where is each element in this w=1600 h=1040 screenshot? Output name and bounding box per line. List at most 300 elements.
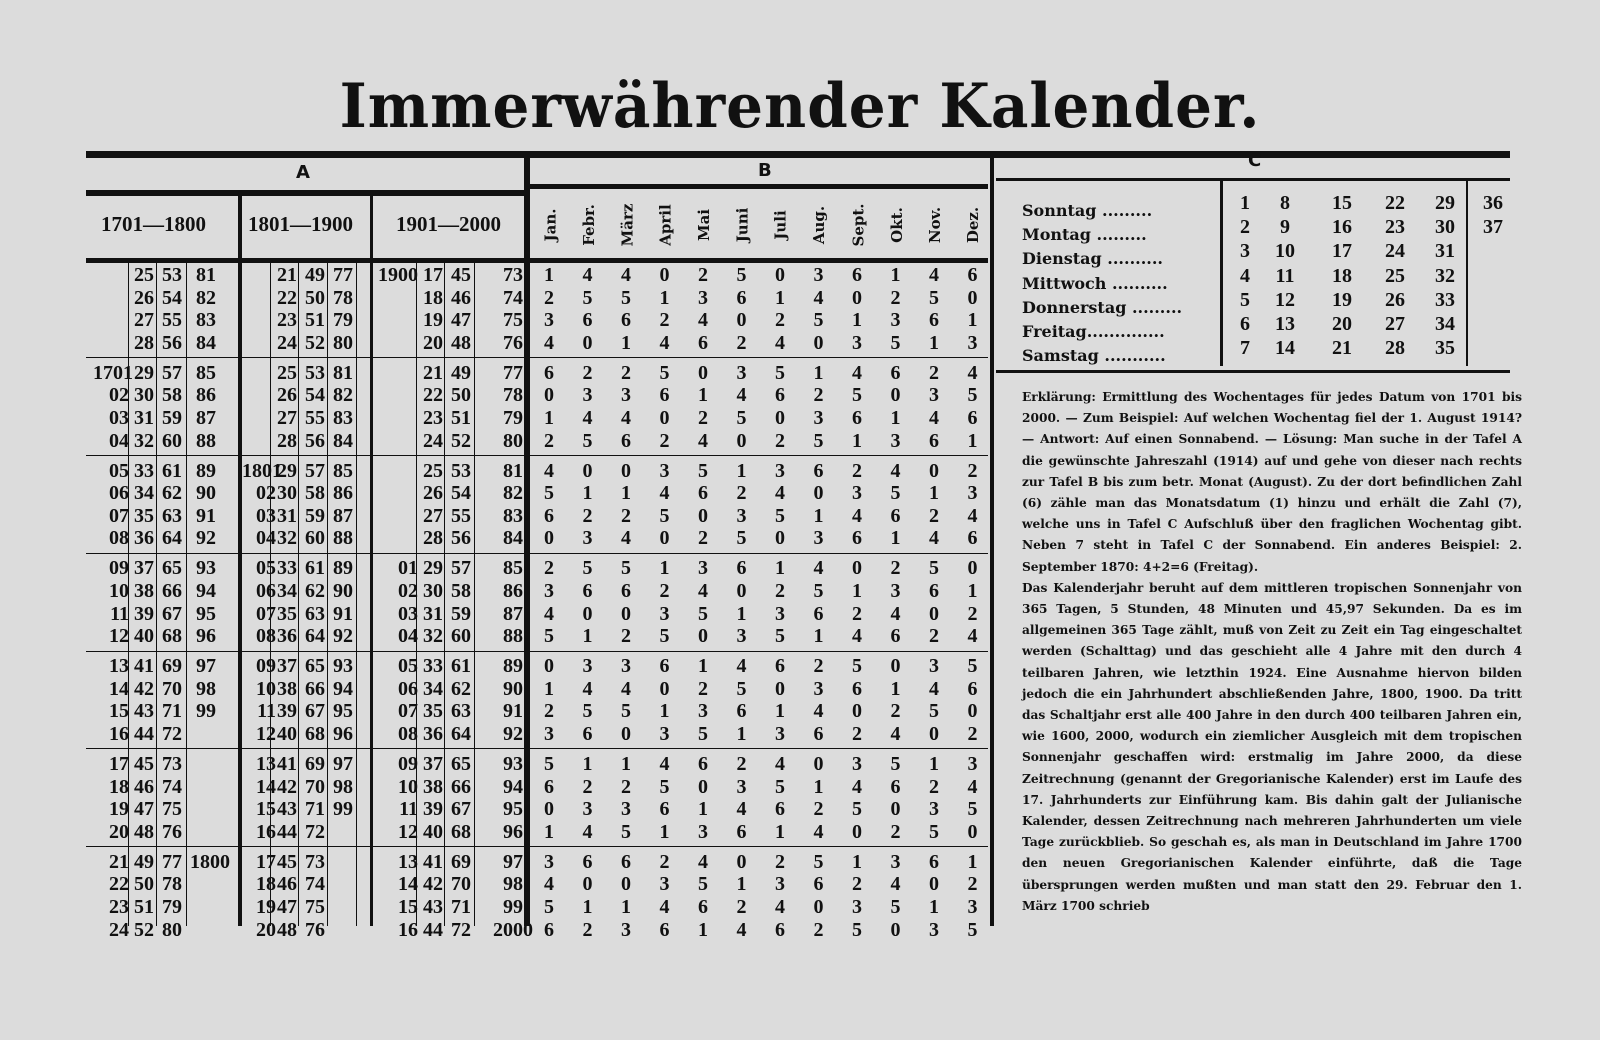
- month-code-cell: 3: [775, 873, 785, 896]
- month-code-cell: 1: [967, 580, 978, 602]
- year-cell: 24: [109, 918, 129, 941]
- month-code-cell: 2: [813, 918, 824, 941]
- year-suffix-cell: 97: [333, 753, 353, 775]
- year-suffix-cell: 25: [277, 361, 297, 384]
- divider-bc: [990, 154, 994, 926]
- month-code-cell: 1: [775, 286, 785, 309]
- year-suffix-cell: 72: [162, 723, 182, 745]
- month-code-cell: 4: [967, 625, 978, 648]
- month-code-cell: 2: [967, 873, 978, 896]
- weekday-number-cell: 32: [1435, 264, 1455, 287]
- year-suffix-cell: 47: [451, 309, 471, 332]
- month-code-cell: 4: [967, 504, 978, 527]
- year-suffix-cell: 35: [134, 504, 154, 527]
- year-suffix-cell: 21: [423, 361, 443, 384]
- year-cell: 03: [398, 602, 418, 625]
- year-cell: 15: [109, 700, 129, 723]
- month-code-cell: 0: [929, 723, 939, 745]
- month-code-cell: 0: [698, 775, 708, 798]
- month-code-cell: 5: [967, 655, 978, 678]
- month-code-cell: 0: [544, 527, 554, 550]
- month-code-cell: 3: [929, 384, 939, 407]
- year-cell: 12: [398, 820, 418, 843]
- year-suffix-cell: 89: [503, 655, 523, 678]
- month-code-cell: 3: [582, 527, 593, 550]
- month-code-cell: 5: [621, 557, 631, 580]
- year-suffix-cell: 60: [162, 429, 182, 452]
- month-code-cell: 4: [967, 775, 978, 798]
- month-code-cell: 1: [621, 331, 631, 354]
- year-suffix-cell: 58: [162, 384, 182, 407]
- month-code-cell: 3: [698, 820, 708, 843]
- group-separator: [86, 553, 988, 554]
- month-code-cell: 3: [813, 677, 824, 700]
- month-code-cell: 4: [890, 602, 901, 625]
- month-code-cell: 1: [698, 798, 708, 821]
- month-code-cell: 4: [890, 873, 901, 896]
- month-code-cell: 3: [890, 429, 901, 452]
- year-suffix-cell: 76: [503, 331, 523, 354]
- month-code-cell: 4: [659, 482, 670, 505]
- year-suffix-cell: 23: [423, 407, 443, 429]
- month-code-cell: 6: [659, 798, 670, 821]
- range-header-1901: 1901—2000: [396, 212, 501, 236]
- month-code-cell: 1: [929, 753, 939, 775]
- month-code-cell: 5: [929, 557, 939, 580]
- month-code-cell: 1: [544, 677, 554, 700]
- month-code-cell: 4: [544, 602, 554, 625]
- month-code-cell: 3: [659, 873, 670, 896]
- year-suffix-cell: 93: [333, 655, 353, 678]
- month-code-cell: 1: [659, 286, 670, 309]
- year-suffix-cell: 53: [451, 459, 471, 482]
- year-suffix-cell: 34: [134, 482, 154, 505]
- year-cell: 1900: [378, 264, 418, 286]
- weekday-number-cell: 5: [1240, 288, 1250, 311]
- year-suffix-cell: 49: [134, 850, 154, 873]
- year-suffix-cell: 35: [423, 700, 443, 723]
- month-header: [532, 197, 568, 252]
- month-code-cell: 3: [775, 459, 785, 482]
- month-code-cell: 0: [775, 677, 785, 700]
- year-suffix-cell: 39: [134, 602, 154, 625]
- month-code-cell: 6: [929, 309, 939, 332]
- month-code-cell: 3: [582, 655, 593, 678]
- month-code-cell: 6: [582, 580, 593, 602]
- year-suffix-cell: 56: [305, 429, 325, 452]
- month-code-cell: 6: [890, 361, 901, 384]
- weekday-label: Freitag..............: [1022, 322, 1165, 341]
- year-suffix-cell: 79: [162, 896, 182, 918]
- year-suffix-cell: 98: [503, 873, 523, 896]
- year-suffix-cell: 39: [277, 700, 297, 723]
- year-suffix-cell: 87: [503, 602, 523, 625]
- month-code-cell: 3: [621, 918, 631, 941]
- month-code-cell: 6: [698, 482, 708, 505]
- month-code-cell: 6: [659, 918, 670, 941]
- year-suffix-cell: 34: [277, 580, 297, 602]
- year-cell: 13: [398, 850, 418, 873]
- month-code-cell: 1: [890, 677, 901, 700]
- year-suffix-cell: 66: [162, 580, 182, 602]
- year-cell: 15: [256, 798, 276, 821]
- year-suffix-cell: 32: [134, 429, 154, 452]
- month-code-cell: 4: [775, 753, 785, 775]
- section-label-c: C: [1248, 150, 1262, 171]
- year-cell: 08: [109, 527, 129, 550]
- year-suffix-cell: 73: [162, 753, 182, 775]
- month-code-cell: 4: [621, 677, 631, 700]
- year-suffix-cell: 56: [162, 331, 182, 354]
- month-code-cell: 0: [890, 655, 901, 678]
- month-header: [725, 197, 761, 252]
- year-suffix-cell: 44: [277, 820, 297, 843]
- month-code-cell: 0: [544, 384, 554, 407]
- month-code-cell: 6: [544, 918, 554, 941]
- month-code-cell: 5: [775, 361, 785, 384]
- month-code-cell: 1: [967, 850, 978, 873]
- year-suffix-cell: 94: [196, 580, 216, 602]
- month-code-cell: 0: [582, 331, 593, 354]
- month-code-cell: 6: [967, 264, 978, 286]
- year-suffix-cell: 67: [162, 602, 182, 625]
- year-suffix-cell: 21: [277, 264, 297, 286]
- month-header-label: Febr.: [579, 203, 598, 246]
- month-code-cell: 0: [698, 361, 708, 384]
- year-cell: 16: [109, 723, 129, 745]
- year-suffix-cell: 79: [503, 407, 523, 429]
- month-code-cell: 1: [775, 700, 785, 723]
- month-code-cell: 0: [813, 482, 824, 505]
- month-code-cell: 2: [736, 753, 747, 775]
- month-code-cell: 6: [813, 873, 824, 896]
- weekday-number-cell: 28: [1385, 337, 1405, 360]
- month-code-cell: 5: [582, 286, 593, 309]
- year-suffix-cell: 86: [333, 482, 353, 505]
- month-code-cell: 0: [852, 820, 862, 843]
- group-separator: [86, 651, 988, 652]
- year-suffix-cell: 37: [423, 753, 443, 775]
- weekday-label: Sonntag .........: [1022, 201, 1153, 220]
- year-suffix-cell: 33: [134, 459, 154, 482]
- month-code-cell: 2: [890, 700, 901, 723]
- year-cell: 04: [256, 527, 276, 550]
- month-code-cell: 0: [813, 331, 824, 354]
- year-suffix-cell: 97: [196, 655, 216, 678]
- month-code-cell: 1: [775, 820, 785, 843]
- weekday-number-cell: 30: [1435, 216, 1455, 239]
- month-code-cell: 0: [852, 557, 862, 580]
- month-header-label: März: [618, 203, 636, 246]
- year-cell: 16: [256, 820, 276, 843]
- year-suffix-cell: 76: [305, 918, 325, 941]
- weekday-number-cell: 3: [1240, 240, 1250, 263]
- year-suffix-cell: 94: [333, 677, 353, 700]
- month-code-cell: 2: [852, 459, 862, 482]
- month-code-cell: 6: [698, 753, 708, 775]
- year-suffix-cell: 57: [305, 459, 325, 482]
- month-code-cell: 6: [967, 527, 978, 550]
- year-suffix-cell: 82: [196, 286, 216, 309]
- month-code-cell: 2: [813, 655, 824, 678]
- month-code-cell: 1: [813, 504, 824, 527]
- year-suffix-cell: 70: [451, 873, 471, 896]
- month-code-cell: 2: [544, 429, 554, 452]
- year-suffix-cell: 2000: [493, 918, 533, 941]
- month-code-cell: 3: [621, 798, 631, 821]
- month-code-cell: 6: [582, 723, 593, 745]
- month-code-cell: 6: [621, 429, 631, 452]
- year-suffix-cell: 30: [423, 580, 443, 602]
- year-suffix-cell: 85: [503, 557, 523, 580]
- year-cell: 18: [109, 775, 129, 798]
- year-cell: 05: [398, 655, 418, 678]
- year-suffix-cell: 65: [305, 655, 325, 678]
- month-code-cell: 5: [659, 625, 670, 648]
- month-code-cell: 4: [544, 459, 554, 482]
- month-code-cell: 6: [852, 677, 862, 700]
- year-suffix-cell: 38: [423, 775, 443, 798]
- month-code-cell: 0: [621, 723, 631, 745]
- year-cell: 17: [109, 753, 129, 775]
- year-cell: 07: [256, 602, 276, 625]
- month-code-cell: 0: [967, 557, 978, 580]
- year-suffix-cell: 69: [162, 655, 182, 678]
- month-code-cell: 4: [544, 331, 554, 354]
- year-suffix-cell: 24: [423, 429, 443, 452]
- year-suffix-cell: 85: [333, 459, 353, 482]
- year-cell: 11: [110, 602, 129, 625]
- month-code-cell: 3: [813, 527, 824, 550]
- year-suffix-cell: 26: [277, 384, 297, 407]
- month-code-cell: 5: [582, 429, 593, 452]
- weekday-number-cell: 18: [1332, 264, 1352, 287]
- month-code-cell: 3: [813, 407, 824, 429]
- year-suffix-cell: 54: [162, 286, 182, 309]
- month-code-cell: 4: [698, 429, 708, 452]
- year-suffix-cell: 78: [333, 286, 353, 309]
- month-code-cell: 1: [813, 775, 824, 798]
- year-suffix-cell: 90: [333, 580, 353, 602]
- month-code-cell: 6: [967, 677, 978, 700]
- year-suffix-cell: 91: [503, 700, 523, 723]
- year-suffix-cell: 43: [423, 896, 443, 918]
- year-suffix-cell: 59: [162, 407, 182, 429]
- year-cell: 09: [109, 557, 129, 580]
- year-suffix-cell: 49: [451, 361, 471, 384]
- month-code-cell: 2: [813, 798, 824, 821]
- month-code-cell: 0: [736, 580, 747, 602]
- month-code-cell: 5: [698, 723, 708, 745]
- year-suffix-cell: 41: [277, 753, 297, 775]
- year-suffix-cell: 53: [305, 361, 325, 384]
- month-code-cell: 0: [544, 655, 554, 678]
- month-code-cell: 0: [544, 798, 554, 821]
- header-rule-c: [996, 178, 1510, 181]
- year-suffix-cell: 24: [277, 331, 297, 354]
- year-suffix-cell: 23: [277, 309, 297, 332]
- year-suffix-cell: 17: [423, 264, 443, 286]
- month-code-cell: 1: [698, 918, 708, 941]
- year-suffix-cell: 34: [423, 677, 443, 700]
- year-cell: 08: [398, 723, 418, 745]
- year-suffix-cell: 70: [305, 775, 325, 798]
- month-code-cell: 3: [659, 459, 670, 482]
- month-code-cell: 3: [813, 264, 824, 286]
- year-suffix-cell: 48: [134, 820, 154, 843]
- weekday-number-cell: 19: [1332, 288, 1352, 311]
- weekday-number-cell: 9: [1280, 216, 1290, 239]
- month-code-cell: 6: [736, 286, 747, 309]
- year-suffix-cell: 92: [333, 625, 353, 648]
- month-code-cell: 5: [775, 504, 785, 527]
- year-cell: 12: [109, 625, 129, 648]
- month-code-cell: 2: [698, 677, 708, 700]
- year-suffix-cell: 74: [503, 286, 523, 309]
- month-code-cell: 6: [736, 820, 747, 843]
- group-separator: [86, 357, 988, 358]
- year-suffix-cell: 99: [503, 896, 523, 918]
- year-suffix-cell: 75: [503, 309, 523, 332]
- month-code-cell: 0: [890, 918, 901, 941]
- month-code-cell: 4: [621, 407, 631, 429]
- year-suffix-cell: 57: [451, 557, 471, 580]
- year-suffix-cell: 77: [503, 361, 523, 384]
- month-code-cell: 4: [736, 918, 747, 941]
- weekday-number-cell: 17: [1332, 240, 1352, 263]
- year-suffix-cell: 94: [503, 775, 523, 798]
- month-code-cell: 1: [582, 482, 593, 505]
- year-suffix-cell: 63: [451, 700, 471, 723]
- weekday-number-cell: 23: [1385, 216, 1405, 239]
- month-code-cell: 4: [659, 896, 670, 918]
- month-code-cell: 0: [775, 407, 785, 429]
- month-code-cell: 4: [582, 677, 593, 700]
- year-cell: 10: [256, 677, 276, 700]
- month-code-cell: 4: [813, 557, 824, 580]
- month-code-cell: 3: [967, 482, 978, 505]
- month-code-cell: 2: [967, 602, 978, 625]
- year-suffix-cell: 47: [277, 896, 297, 918]
- year-suffix-cell: 80: [333, 331, 353, 354]
- year-cell: 10: [398, 775, 418, 798]
- month-code-cell: 3: [929, 798, 939, 821]
- month-code-cell: 2: [852, 723, 862, 745]
- year-suffix-cell: 75: [305, 896, 325, 918]
- month-code-cell: 4: [929, 264, 939, 286]
- year-suffix-cell: 50: [134, 873, 154, 896]
- month-code-cell: 5: [698, 602, 708, 625]
- month-code-cell: 5: [544, 482, 554, 505]
- weekday-number-cell: 36: [1483, 192, 1503, 214]
- top-rule: [86, 151, 1510, 158]
- month-code-cell: 4: [698, 580, 708, 602]
- weekday-number-cell: 22: [1385, 192, 1405, 214]
- year-suffix-cell: 83: [333, 407, 353, 429]
- month-code-cell: 4: [852, 361, 862, 384]
- year-suffix-cell: 66: [451, 775, 471, 798]
- year-suffix-cell: 82: [333, 384, 353, 407]
- month-code-cell: 5: [890, 331, 901, 354]
- month-code-cell: 0: [621, 602, 631, 625]
- weekday-number-cell: 10: [1275, 240, 1295, 263]
- month-code-cell: 1: [736, 723, 747, 745]
- weekday-label: Donnerstag .........: [1022, 297, 1183, 317]
- month-code-cell: 3: [544, 309, 554, 332]
- month-code-cell: 5: [659, 361, 670, 384]
- year-cell: 20: [256, 918, 276, 941]
- month-header-label: Mai: [695, 208, 713, 241]
- year-suffix-cell: 81: [196, 264, 216, 286]
- month-code-cell: 3: [621, 384, 631, 407]
- year-suffix-cell: 73: [305, 850, 325, 873]
- month-code-cell: 6: [659, 384, 670, 407]
- month-code-cell: 5: [852, 918, 862, 941]
- year-cell: 09: [398, 753, 418, 775]
- weekday-label: Samstag ...........: [1022, 346, 1166, 366]
- month-code-cell: 2: [736, 482, 747, 505]
- month-header-label: April: [656, 203, 675, 246]
- month-code-cell: 1: [621, 482, 631, 505]
- year-suffix-cell: 58: [451, 580, 471, 602]
- month-code-cell: 4: [775, 331, 785, 354]
- weekday-number-cell: 12: [1275, 288, 1295, 311]
- year-suffix-cell: 42: [423, 873, 443, 896]
- year-suffix-cell: 67: [451, 798, 471, 821]
- year-cell: 19: [256, 896, 276, 918]
- year-suffix-cell: 18: [423, 286, 443, 309]
- month-code-cell: 1: [582, 753, 593, 775]
- year-cell: 03: [256, 504, 276, 527]
- range-header-1701: 1701—1800: [101, 212, 206, 236]
- year-suffix-cell: 99: [333, 798, 353, 821]
- year-suffix-cell: 37: [277, 655, 297, 678]
- year-suffix-cell: 56: [451, 527, 471, 550]
- month-code-cell: 6: [813, 602, 824, 625]
- month-code-cell: 4: [659, 331, 670, 354]
- month-code-cell: 2: [736, 331, 747, 354]
- month-code-cell: 5: [890, 482, 901, 505]
- month-code-cell: 6: [621, 850, 631, 873]
- year-suffix-cell: 88: [196, 429, 216, 452]
- month-header: [917, 197, 953, 252]
- section-label-b: B: [758, 160, 772, 181]
- month-code-cell: 5: [621, 286, 631, 309]
- month-code-cell: 6: [852, 527, 862, 550]
- year-cell: 20: [109, 820, 129, 843]
- year-suffix-cell: 81: [503, 459, 523, 482]
- year-cell: 11: [399, 798, 418, 821]
- month-header: [648, 197, 684, 252]
- year-suffix-cell: 95: [503, 798, 523, 821]
- year-cell: 19: [109, 798, 129, 821]
- month-code-cell: 3: [582, 798, 593, 821]
- month-code-cell: 4: [852, 504, 862, 527]
- year-suffix-cell: 69: [305, 753, 325, 775]
- year-suffix-cell: 28: [277, 429, 297, 452]
- month-code-cell: 0: [582, 459, 593, 482]
- year-cell: 17: [256, 850, 276, 873]
- year-suffix-cell: 38: [277, 677, 297, 700]
- month-code-cell: 3: [698, 700, 708, 723]
- year-cell: 06: [109, 482, 129, 505]
- month-code-cell: 1: [582, 896, 593, 918]
- year-cell: 05: [109, 459, 129, 482]
- year-suffix-cell: 1800: [190, 850, 230, 873]
- month-code-cell: 0: [698, 625, 708, 648]
- month-code-cell: 5: [967, 918, 978, 941]
- month-header-label: Sept.: [849, 202, 868, 247]
